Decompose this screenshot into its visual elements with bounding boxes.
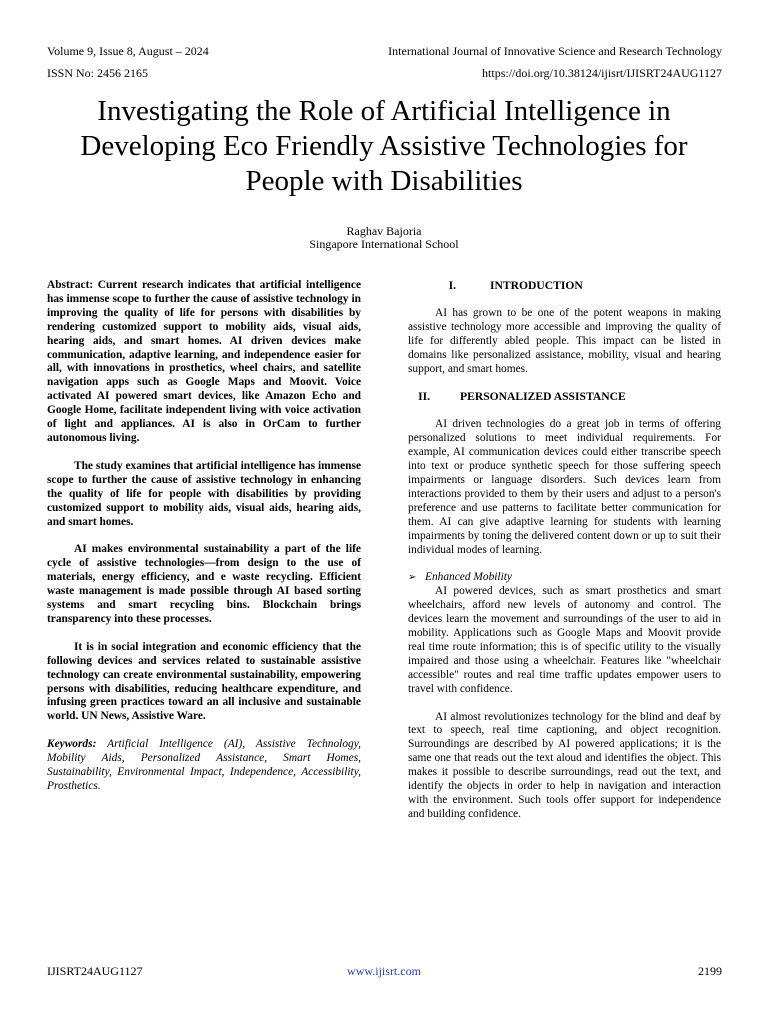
- right-column: [408, 279, 721, 822]
- vision-hearing-paragraph: AI almost revolutionizes technology for the blind and deaf by text to speech, real time captioning, and object recognition. Surroundings are described by AI powered applications; it is the same one that reads out the text aloud and identifies the object. This makes it possible to describe surroundings, read out the text, and identify the objects in order to help in navigation and interaction with the environment. Such tools offer support for independence and building confidence.: [408, 710, 721, 820]
- header-journal: International Journal of Innovative Science and Research Technology: [388, 44, 722, 58]
- footer-website-link[interactable]: www.ijisrt.com: [347, 964, 421, 978]
- section-2-number: II.: [418, 390, 430, 404]
- abstract-paragraph-2: The study examines that artificial intelligence has immense scope to further the cause of assistive technology in enhancing the quality of life for people with disabilities by providing customized support to mobility aids, visual aids, hearing aids, and smart homes.: [47, 459, 361, 528]
- section-2-title: PERSONALIZED ASSISTANCE: [460, 390, 626, 404]
- abstract-paragraph-3: AI makes environmental sustainability a part of the life cycle of assistive technologies—from design to the use of materials, energy efficiency, and e waste recycling. Efficient waste management is made possible through AI based sorting systems and smart recycling bins. Blockchain brings transparency into these processes.: [47, 543, 361, 625]
- left-column: [47, 279, 361, 794]
- personalized-paragraph: AI driven technologies do a great job in terms of offering personalized solutions to meet individual requirements. For example, AI communication devices could either transcribe speech into text or produce synthetic speech for those suffering speech impairments or language disorders. Such devices learn from interactions provided to them by their users and adjust to a person's preference and use patterns to facilitate better communication for them. AI can give adaptive learning for students with learning impairments by toning the delivered content down or up to suit their individual modes of learning.: [408, 418, 721, 556]
- mobility-paragraph: AI powered devices, such as smart prosthetics and smart wheelchairs, afford new levels of autonomy and control. The devices learn the movement and surroundings of the user to aid in mobility. Applications such as Google Maps and Moovit provide real time route information; this is of specific utility to the visually impaired and those using a wheelchair. Features like "wheelchair accessible" routes and real time traffic updates empower users to travel with confidence.: [408, 585, 721, 695]
- subsection-title: Enhanced Mobility: [425, 571, 512, 584]
- abstract-paragraph-4: It is in social integration and economic efficiency that the following devices and services related to sustainable assistive technology can create environmental sustainability, empowering persons with disabilities, reducing healthcare expenditure, and infusing green practices toward an all inclusive and sustainable world. UN News, Assistive Ware.: [47, 640, 361, 723]
- author-affiliation: Singapore International School: [309, 237, 459, 251]
- section-2-heading: [408, 390, 721, 404]
- author-name: Raghav Bajoria: [346, 224, 422, 238]
- header-volume: Volume 9, Issue 8, August – 2024: [47, 44, 209, 58]
- header-doi: https://doi.org/10.38124/ijisrt/IJISRT24AUG1127: [482, 66, 722, 80]
- keywords-label: Keywords:: [47, 738, 97, 751]
- intro-paragraph: AI has grown to be one of the potent weapons in making assistive technology more accessible and improving the quality of life for differently abled people. This impact can be listed in domains like personalized assistance, mobility, visual and hearing support, and smart homes.: [408, 306, 721, 375]
- section-1-number: I.: [448, 279, 456, 292]
- footer-paper-id: IJISRT24AUG1127: [47, 964, 143, 978]
- subsection-heading: [408, 571, 721, 585]
- header-issn: ISSN No: 2456 2165: [47, 66, 149, 80]
- keywords: [47, 738, 361, 794]
- paper-title: Investigating the Role of Artificial Intelligence in Developing Eco Friendly Assistive Technologies for People with Disabilities: [80, 95, 688, 197]
- abstract-paragraph-1: Abstract: Current research indicates that artificial intelligence has immense scope to further the cause of assistive technology in improving the quality of life for persons with disabilities by rendering customized support to mobility aids, visual aids, hearing aids, and smart homes. AI driven devices make communication, adaptive learning, and independence easier for all, with innovations in prosthetics, wheel chairs, and satellite navigation apps such as Google Maps and Moovit. Voice activated AI powered smart devices, like Amazon Echo and Google Home, facilitate independent living with voice activation of light and appliances. AI is also in OrCam to further autonomous living.: [47, 279, 361, 444]
- arrow-bullet-icon: ➢: [408, 572, 417, 584]
- section-1-title: INTRODUCTION: [490, 279, 583, 292]
- keywords-list: Artificial Intelligence (AI), Assistive Technology, Mobility Aids, Personalized Assistance, Smart Homes, Sustainability, Environmental Impact, Independence, Accessibility, Prosthetics.: [47, 738, 361, 792]
- section-1-heading: [408, 279, 721, 293]
- footer-page-number: 2199: [698, 964, 722, 978]
